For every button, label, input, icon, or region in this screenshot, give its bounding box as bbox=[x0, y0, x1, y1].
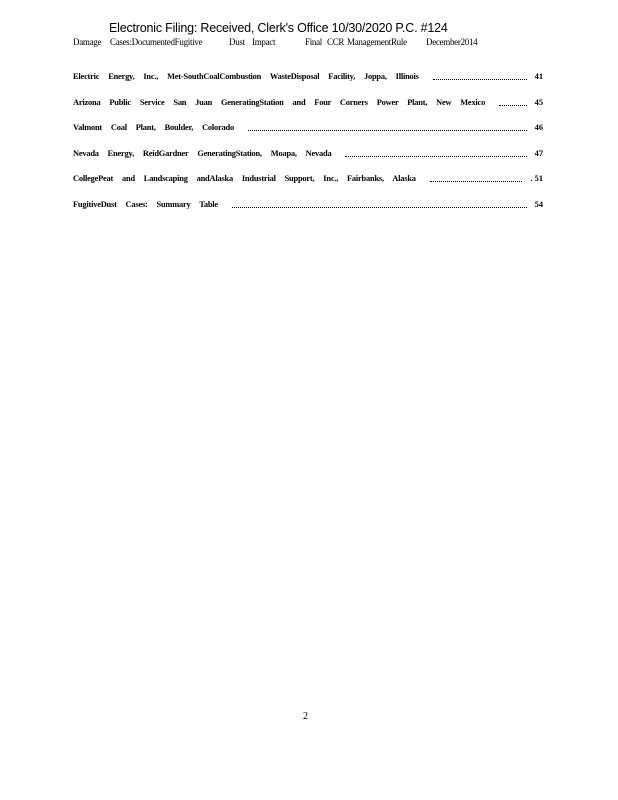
toc-dot-leader bbox=[499, 105, 527, 106]
running-header-text: Final bbox=[305, 37, 323, 47]
running-header-text: December2014 bbox=[426, 37, 478, 47]
toc-entry[interactable] bbox=[73, 147, 543, 173]
toc-dot-leader bbox=[248, 130, 527, 131]
toc-entry-page: 45 bbox=[534, 97, 543, 107]
toc-entry-title: FugitiveDust Cases: Summary Table bbox=[73, 199, 218, 209]
running-header-text: Damage bbox=[73, 37, 102, 47]
toc-entry-page: 54 bbox=[534, 199, 543, 209]
running-header-text: Cases:DocumentedFugitive bbox=[110, 37, 203, 47]
toc-entry-title: Valmont Coal Plant, Boulder, Colorado bbox=[73, 123, 234, 133]
toc-entry[interactable] bbox=[73, 198, 543, 224]
toc-entry-title: Nevada Energy, ReidGardner GeneratingStation, Moapa, Nevada bbox=[73, 148, 332, 158]
toc-entry[interactable] bbox=[73, 172, 543, 198]
toc-entry-title: CollegePeat and Landscaping andAlaska Industrial Support, Inc., Fairbanks, Alaska bbox=[73, 174, 416, 184]
toc-dot-leader bbox=[345, 156, 527, 157]
running-header-text: Dust bbox=[229, 37, 245, 47]
table-of-contents bbox=[73, 70, 543, 224]
running-header-text: Impact bbox=[252, 37, 276, 47]
toc-entry-title: Electric Energy, Inc., Met-SouthCoalCombustion WasteDisposal Facility, Joppa, Illinois bbox=[73, 72, 419, 81]
toc-entry-page: . 51 bbox=[530, 174, 543, 184]
page-number: 2 bbox=[303, 711, 308, 722]
toc-entry[interactable] bbox=[73, 96, 543, 122]
toc-entry[interactable] bbox=[73, 121, 543, 147]
toc-entry-page: 46 bbox=[534, 123, 543, 133]
toc-entry[interactable] bbox=[73, 70, 543, 96]
toc-entry-title: Arizona Public Service San Juan GeneratingStation and Four Corners Power Plant, New Mexico bbox=[73, 97, 486, 107]
running-header-text: CCR bbox=[327, 37, 345, 47]
running-header bbox=[0, 37, 618, 49]
toc-dot-leader bbox=[232, 207, 527, 208]
toc-dot-leader bbox=[433, 79, 527, 80]
filing-stamp: Electronic Filing: Received, Clerk's Office 10/30/2020 P.C. #124 bbox=[109, 21, 448, 35]
running-header-text: ManagementRule bbox=[347, 37, 407, 47]
toc-dot-leader bbox=[430, 181, 522, 182]
toc-entry-page: 47 bbox=[534, 148, 543, 158]
toc-entry-page: 41 bbox=[534, 72, 543, 81]
